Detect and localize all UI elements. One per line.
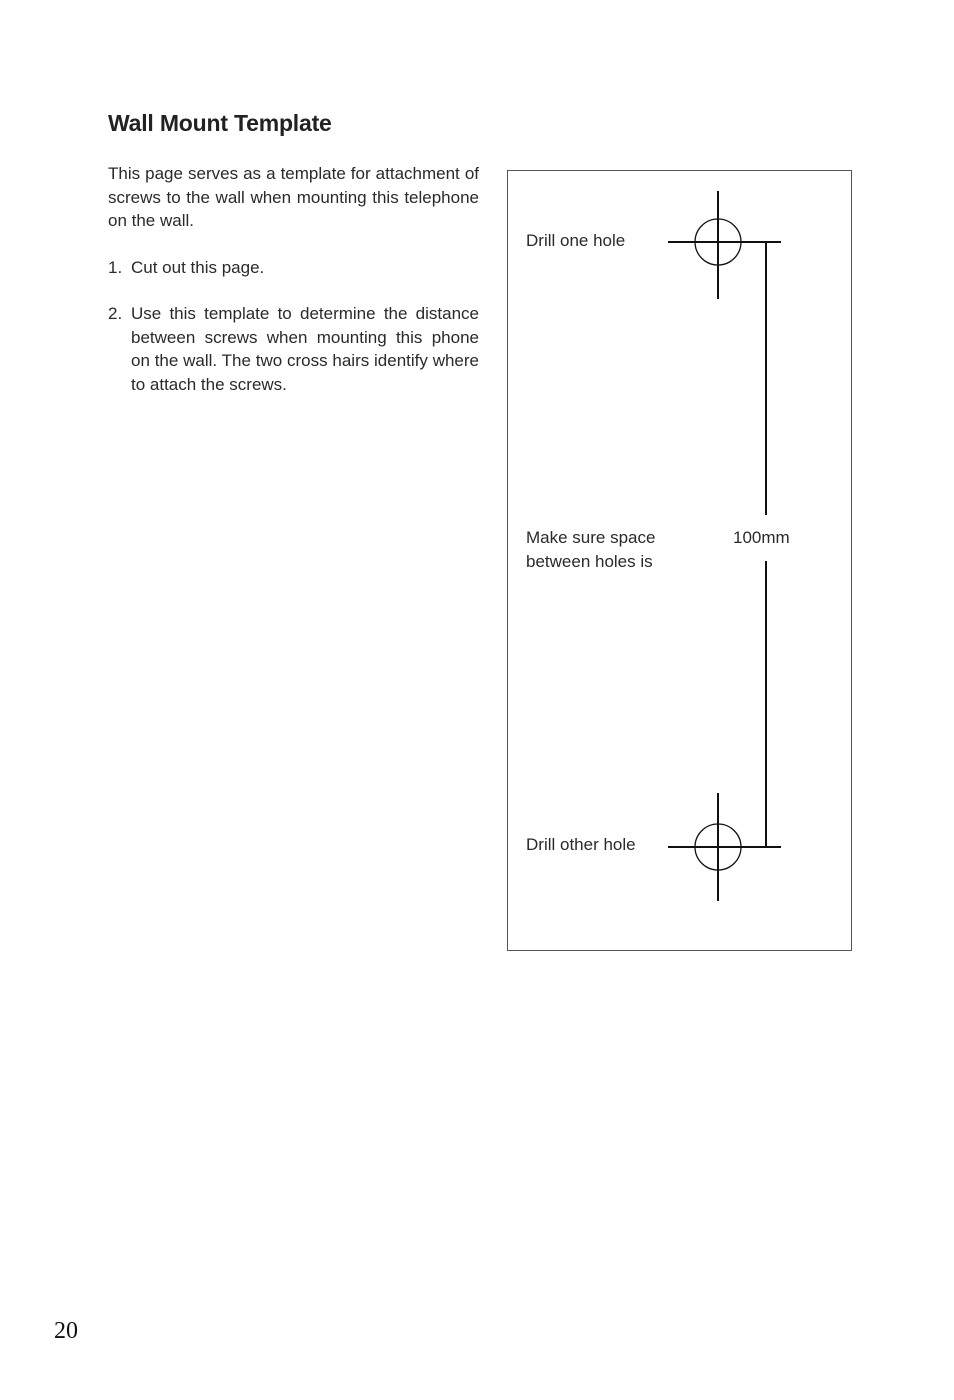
list-item-step-1 [108, 256, 479, 280]
spacing-label-line-1: Make sure space [526, 528, 656, 547]
distance-label: 100mm [733, 528, 790, 547]
drill-one-hole-label: Drill one hole [526, 231, 626, 250]
step-number: 2. [108, 304, 123, 323]
spacing-label-line-2: between holes is [526, 551, 653, 571]
mounting-template [507, 170, 852, 951]
step-text: Cut out this page. [131, 257, 265, 277]
top-crosshair-icon [668, 191, 781, 299]
intro-paragraph: This page serves as a template for attachment of screws to the wall when mounting this telephone on the wall. [108, 164, 479, 230]
page-number: 20 [54, 1318, 78, 1344]
bottom-crosshair-icon [668, 793, 781, 901]
step-number: 1. [108, 257, 123, 277]
spacing-label [526, 526, 655, 573]
drill-other-hole-label: Drill other hole [526, 835, 636, 854]
steps-list [108, 256, 479, 397]
page-title: Wall Mount Template [108, 110, 332, 136]
instructions-column [108, 162, 479, 419]
step-text: Use this template to determine the distance between screws when mounting this phone on the wall. The two cross hairs identify where to attach the screws. [131, 304, 479, 394]
list-item-step-2 [108, 302, 479, 396]
